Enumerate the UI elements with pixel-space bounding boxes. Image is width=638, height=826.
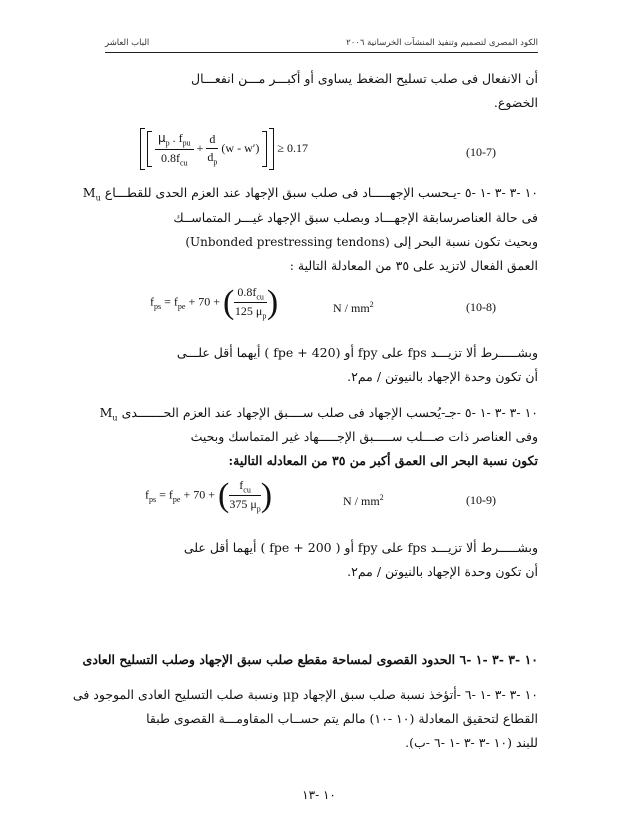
paragraph-line: أن تكون وحدة الإجهاد بالنيوتن / مم٢. — [347, 564, 538, 579]
right-bracket-inner — [262, 131, 267, 167]
left-bracket-inner — [147, 131, 152, 167]
paragraph-line: فى حالة العناصرسابقة الإجهـــاد وبصلب سبق الإجهاد غيـــر المتماســك — [173, 210, 538, 225]
mu-symbol: $M_u$ — [99, 405, 118, 423]
section-heading-line: ١٠ -٣ -٣ -١ -٥ -جـ-يُحسب الإجهاد فى صلب ســــبق الإجهاد عند العزم الحـــــــدى $M_u$ — [99, 405, 538, 423]
header-rule — [105, 52, 538, 53]
paragraph-line: أن تكون وحدة الإجهاد بالنيوتن / مم٢. — [347, 369, 538, 384]
plus-sign: + — [196, 140, 204, 155]
equation-number: (10-8) — [466, 300, 496, 314]
section-heading: ١٠ -٣ -٣ -١ -٦ الحدود القصوى لمساحة مقطع صلب سبق الإجهاد وصلب التسليح العادى — [82, 652, 538, 667]
unit-label: N / $mm^2$ — [343, 493, 384, 508]
paragraph-line: وبشـــــرط ألا تزيـــد fps على fpy أو ( 200 + fpe ) أيهما أقل على — [183, 540, 538, 555]
fraction-mu-fpu: $\frac{\mu_p . f_{pu}}{0.8f_{cu}}$ — [155, 131, 194, 167]
equation-number: (10-9) — [466, 493, 496, 507]
fraction-d-dp: $\frac{d}{d_p}$ — [207, 131, 218, 167]
inequality-rhs: ≥ 0.17 — [277, 140, 308, 155]
paragraph-line: القطاع لتحقيق المعادلة (١٠ -١٠) مالم يتم حســاب المقاومـــة القصوى طبقا — [146, 711, 538, 726]
equation-10-8: $f_{ps} = f_{pe} + 70$ + ( $\frac{0.8f_{cu}}{125 \mu_p}$ ) — [150, 283, 279, 321]
equation-10-9: $f_{ps} = f_{pe} + 70$ + ( $\frac{f_{cu}}{375 \mu_p}$ ) — [145, 476, 273, 514]
paragraph-line: أن الانفعال فى صلب تسليح الضغط يساوى أو أكبـــر مـــن انفعـــال — [191, 71, 538, 86]
paragraph-line: للبند (١٠ -٣ -٣ -١ -٦ -ب). — [405, 735, 538, 750]
page-number: ١٠ -١٣ — [302, 788, 336, 802]
equation-10-7 — [140, 128, 308, 170]
fraction-fcu: $\frac{f_{cu}}{375 \mu_p}$ — [229, 478, 261, 514]
paragraph-line: تكون نسبة البحر الى العمق أكبر من ٣٥ من المعادله التالية: — [228, 453, 538, 468]
paragraph-line: وبحيث تكون نسبة البحر إلى (Unbonded prestressing tendons) — [185, 234, 538, 249]
paragraph-line: ١٠ -٣ -٣ -١ -٦ -أتؤخذ نسبة صلب سبق الإجهاد μp ونسبة صلب التسليح العادى الموجود فى — [72, 687, 538, 702]
paragraph-line: العمق الفعال لاتزيد على ٣٥ من المعادلة التالية : — [289, 258, 538, 273]
fraction-fcu: $\frac{0.8f_{cu}}{125 \mu_p}$ — [234, 285, 267, 321]
section-heading-line: ١٠ -٣ -٣ -١ -٥ -يـحسب الإجهـــــاد فى صلب سبق الإجهاد عند العزم الحدى للقطـــاع $M_u$ — [82, 185, 538, 203]
equation-number: (10-7) — [466, 145, 496, 159]
left-bracket — [140, 128, 145, 170]
running-header-title: الكود المصرى لتصميم وتنفيذ المنشآت الخرسانية ٢٠٠٦ — [346, 38, 538, 48]
paragraph-line: الخضوع. — [493, 95, 538, 110]
mu-symbol: $M_u$ — [82, 185, 101, 203]
unit-label: N / $mm^2$ — [333, 300, 374, 315]
paragraph-line: وفى العناصر ذات صـــلب ســـــبق الإجـــــهاد غير المتماسك وبحيث — [190, 429, 538, 444]
right-bracket — [269, 128, 274, 170]
w-term: (w - w′) — [221, 140, 260, 155]
running-header-chapter: الباب العاشر — [105, 38, 150, 48]
paragraph-line: وبشـــــرط ألا تزيـــد fps على fpy أو (420 + fpe ) أيهما أقل علـــى — [176, 345, 538, 360]
